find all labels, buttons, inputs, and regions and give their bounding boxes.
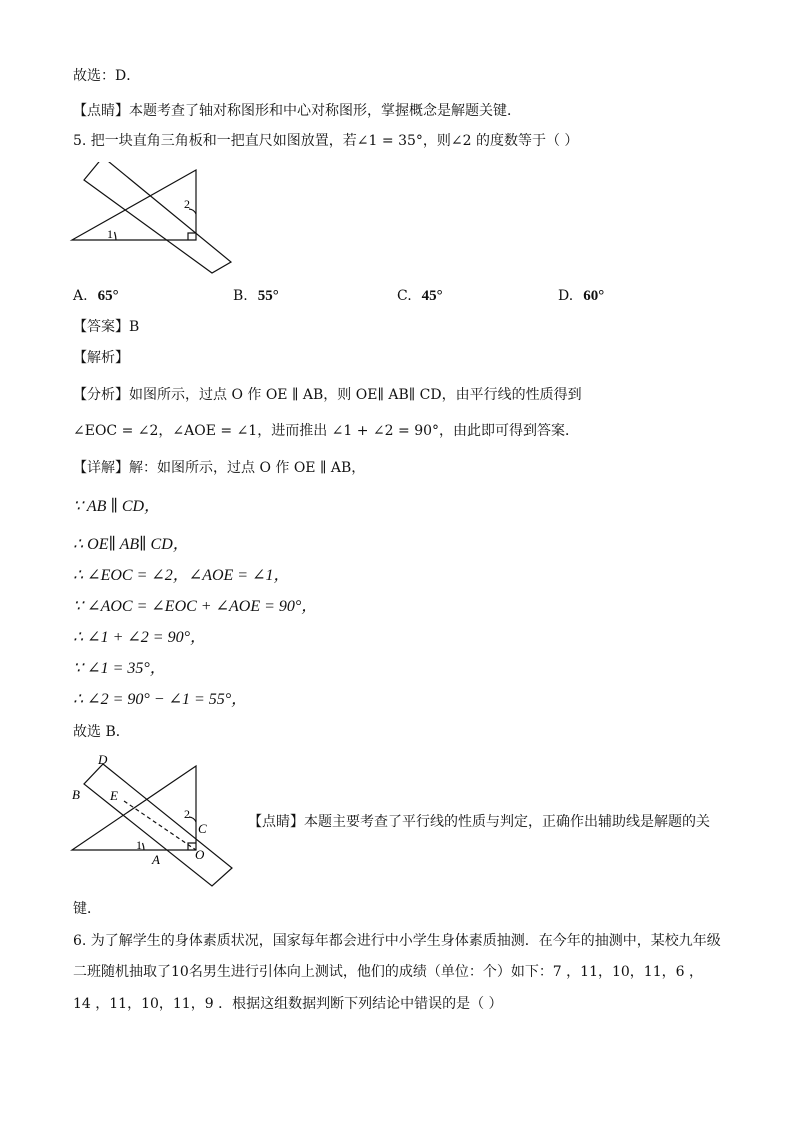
q6-line-3: 14 ，11，10，11，9 ．根据这组数据判断下列结论中错误的是（ ） xyxy=(73,996,503,1012)
step-3: ∴ ∠EOC = ∠2，∠AOE = ∠1， xyxy=(73,567,290,584)
angle-2-arc xyxy=(189,209,196,214)
option-d-letter: D. xyxy=(558,288,574,304)
point-c-label: C xyxy=(198,821,207,836)
option-b[interactable] xyxy=(233,286,279,306)
right-angle-mark xyxy=(188,233,196,240)
q6-line-2: 二班随机抽取了10名男生进行引体向上测试，他们的成绩（单位：个）如下：7 ，11，10，11，6 ， xyxy=(73,964,703,980)
angle-1-arc xyxy=(143,843,145,850)
point-d-label: D xyxy=(98,752,108,767)
prev-comment: 【点睛】本题考查了轴对称图形和中心对称图形，掌握概念是解题关键． xyxy=(73,103,521,119)
angle-1-label: 1 xyxy=(107,227,113,241)
step-6: ∵ ∠1 = 35°， xyxy=(73,660,166,677)
point-e-label: E xyxy=(110,788,118,803)
step-7: ∴ ∠2 = 90° − ∠1 = 55°， xyxy=(73,691,248,708)
step-1: ∵ AB ∥ CD， xyxy=(73,498,161,515)
answer: 【答案】B xyxy=(73,319,140,335)
triangle xyxy=(72,170,196,240)
option-c-letter: C. xyxy=(397,288,412,304)
point-o-label: O xyxy=(195,847,205,862)
step-5: ∴ ∠1 + ∠2 = 90°， xyxy=(73,629,206,646)
option-d-value: 60° xyxy=(583,288,605,304)
analysis-line-1: 【分析】如图所示，过点 O 作 OE ∥ AB，则 OE∥ AB∥ CD，由平行线的性质得到 xyxy=(73,387,582,403)
option-b-letter: B. xyxy=(233,288,248,304)
angle-1-arc xyxy=(115,232,117,240)
q5-stem: 5. 把一块直角三角板和一把直尺如图放置，若∠1 = 35°，则∠2 的度数等于（ ） xyxy=(73,133,579,149)
prev-choice: 故选：D． xyxy=(73,68,141,84)
option-d[interactable] xyxy=(558,286,604,306)
ruler xyxy=(84,162,231,273)
angle-2-arc xyxy=(189,817,196,822)
q5-choice: 故选 B． xyxy=(73,724,130,740)
angle-2-label: 2 xyxy=(184,197,190,211)
step-4: ∵ ∠AOC = ∠EOC + ∠AOE = 90°， xyxy=(73,598,318,615)
option-a-letter: A. xyxy=(73,288,88,304)
option-a[interactable] xyxy=(73,286,119,306)
angle-2-label: 2 xyxy=(184,807,190,821)
point-b-label: B xyxy=(72,787,80,802)
analysis-heading: 【解析】 xyxy=(73,350,129,366)
option-b-value: 55° xyxy=(257,288,279,304)
ruler xyxy=(84,764,232,886)
analysis-line-2: ∠EOC = ∠2，∠AOE = ∠1，进而推出 ∠1 + ∠2 = 90°，由此即可得到答案． xyxy=(73,423,580,439)
q5-comment-b: 键． xyxy=(73,901,101,917)
angle-1-label: 1 xyxy=(136,838,142,852)
option-a-value: 65° xyxy=(97,288,119,304)
option-c-value: 45° xyxy=(421,288,443,304)
option-c[interactable] xyxy=(397,286,443,306)
q6-line-1: 6. 为了解学生的身体素质状况，国家每年都会进行中小学生身体素质抽测．在今年的抽测中，某校九年级 xyxy=(73,933,721,949)
q5-solution-figure xyxy=(66,752,238,890)
detail-heading: 【详解】解：如图所示，过点 O 作 OE ∥ AB， xyxy=(73,460,366,476)
point-a-label: A xyxy=(152,852,160,867)
step-2: ∴ OE∥ AB∥ CD， xyxy=(73,536,189,553)
q5-figure xyxy=(68,162,238,282)
q5-comment-a: 【点睛】本题主要考查了平行线的性质与判定，正确作出辅助线是解题的关 xyxy=(248,814,710,830)
